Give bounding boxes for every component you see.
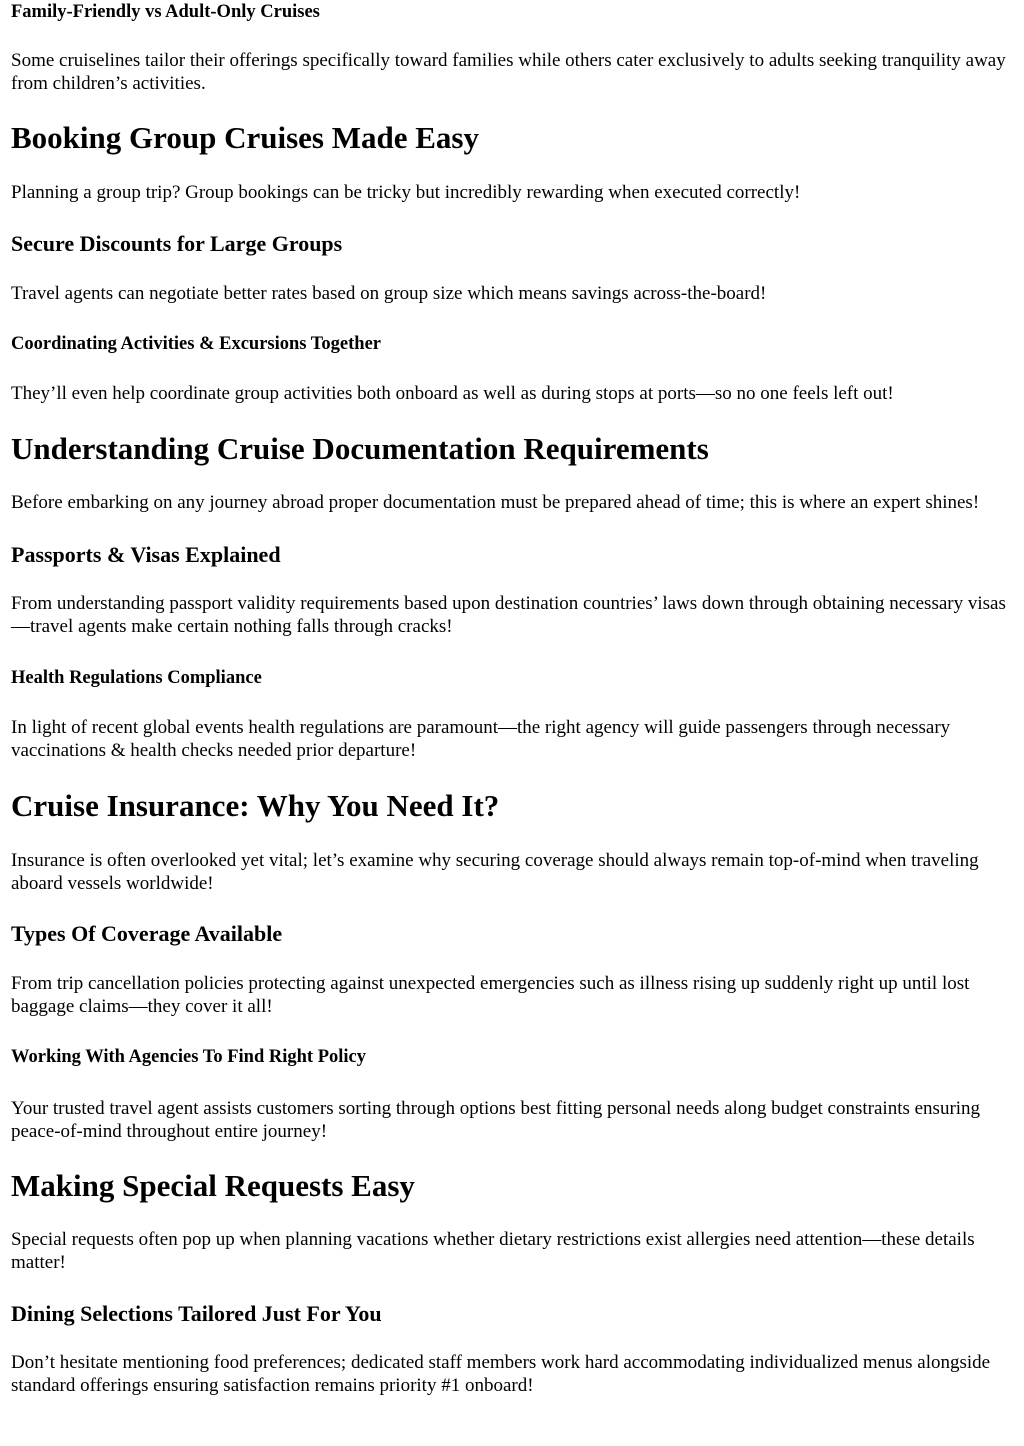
paragraph-special-requests: Special requests often pop up when planning vacations whether dietary restrictions exist allergies need attention—these details matter! (11, 1229, 975, 1273)
section-heading-health-regulations: Health Regulations Compliance (11, 668, 262, 688)
paragraph-cruise-documentation: Before embarking on any journey abroad proper documentation must be prepared ahead of time; this is where an expert shines! (11, 492, 980, 513)
section-heading-working-with-agencies: Working With Agencies To Find Right Policy (11, 1047, 366, 1067)
heading-cruise-documentation: Understanding Cruise Documentation Requirements (11, 431, 709, 466)
subheading-passports-visas: Passports & Visas Explained (11, 542, 281, 567)
heading-special-requests: Making Special Requests Easy (11, 1168, 415, 1203)
subheading-dining-selections: Dining Selections Tailored Just For You (11, 1301, 382, 1326)
section-heading-coordinating-activities: Coordinating Activities & Excursions Together (11, 334, 382, 354)
paragraph-family-friendly: Some cruiselines tailor their offerings specifically toward families while others cater exclusively to adults seeking tranquility away from children’s activities. (11, 50, 1006, 94)
subheading-secure-discounts: Secure Discounts for Large Groups (11, 231, 343, 256)
heading-cruise-insurance: Cruise Insurance: Why You Need It? (11, 788, 500, 823)
paragraph-booking-group-cruises: Planning a group trip? Group bookings can be tricky but incredibly rewarding when executed correctly! (11, 182, 801, 203)
heading-booking-group-cruises: Booking Group Cruises Made Easy (11, 120, 479, 155)
paragraph-dining-selections: Don’t hesitate mentioning food preferences; dedicated staff members work hard accommodating individualized menus alongside standard offerings ensuring satisfaction remains priority #1 onboard! (11, 1352, 991, 1396)
section-heading-family-friendly: Family-Friendly vs Adult-Only Cruises (11, 2, 320, 22)
paragraph-coordinating-activities: They’ll even help coordinate group activities both onboard as well as during stops at ports—so no one feels left out! (11, 383, 894, 404)
paragraph-working-with-agencies: Your trusted travel agent assists customers sorting through options best fitting personal needs along budget constraints ensuring peace-of-mind throughout entire journey! (11, 1098, 981, 1142)
paragraph-types-of-coverage: From trip cancellation policies protecting against unexpected emergencies such as illness rising up suddenly right up until lost baggage claims—they cover it all! (11, 973, 970, 1017)
paragraph-passports-visas: From understanding passport validity requirements based upon destination countries’ laws down through obtaining necessary visas—travel agents make certain nothing falls through cracks! (11, 593, 1006, 637)
paragraph-health-regulations: In light of recent global events health regulations are paramount—the right agency will guide passengers through necessary vaccinations & health checks needed prior departure! (11, 717, 951, 761)
subheading-types-of-coverage: Types Of Coverage Available (11, 921, 283, 946)
paragraph-secure-discounts: Travel agents can negotiate better rates based on group size which means savings across-the-board! (11, 283, 767, 304)
paragraph-cruise-insurance: Insurance is often overlooked yet vital; let’s examine why securing coverage should always remain top-of-mind when traveling aboard vessels worldwide! (11, 850, 979, 894)
